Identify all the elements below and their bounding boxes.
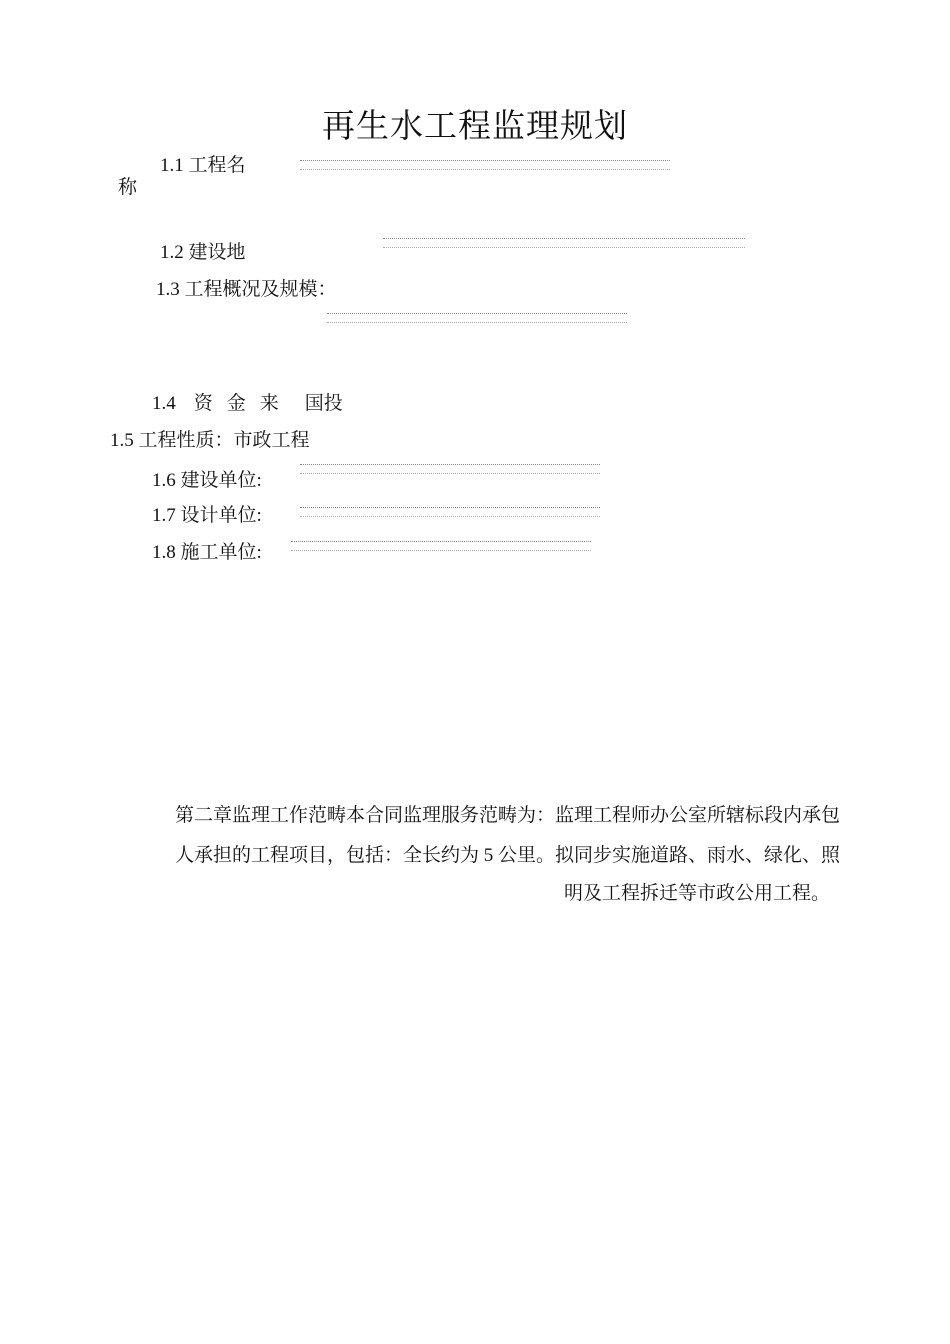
funding-value: 国投: [304, 393, 343, 414]
item-owner: 1.6 建设单位:: [152, 470, 262, 491]
funding-char-1: 资: [193, 393, 213, 414]
paragraph-line-2: 人承担的工程项目，包括：全长约为 5 公里。拟同步实施道路、雨水、绿化、照: [174, 845, 840, 866]
paragraph-line-1: 第二章监理工作范畴本合同监理服务范畴为：监理工程师办公室所辖标段内承包: [174, 805, 840, 826]
contractor-blank: [291, 541, 591, 551]
item-contractor: 1.8 施工单位:: [152, 542, 262, 563]
item-project-name: 1.1 工程名: [160, 155, 246, 176]
item-location: 1.2 建设地: [160, 242, 246, 263]
item-designer: 1.7 设计单位:: [152, 505, 262, 526]
location-blank: [383, 238, 745, 248]
owner-blank: [300, 464, 600, 474]
item-overview: 1.3 工程概况及规模：: [156, 279, 337, 300]
funding-number: 1.4: [152, 393, 176, 414]
designer-blank: [300, 507, 600, 517]
paragraph-line-3: 明及工程拆迁等市政公用工程。: [563, 883, 830, 904]
item-nature: 1.5 工程性质：市政工程: [110, 430, 310, 451]
overview-blank: [327, 313, 627, 323]
page-title: 再生水工程监理规划: [322, 106, 628, 145]
funding-char-3: 来: [259, 393, 279, 414]
project-name-blank: [300, 160, 670, 170]
funding-char-2: 金: [226, 393, 246, 414]
item-project-name-cont: 称: [118, 177, 138, 198]
item-funding: [152, 388, 357, 415]
